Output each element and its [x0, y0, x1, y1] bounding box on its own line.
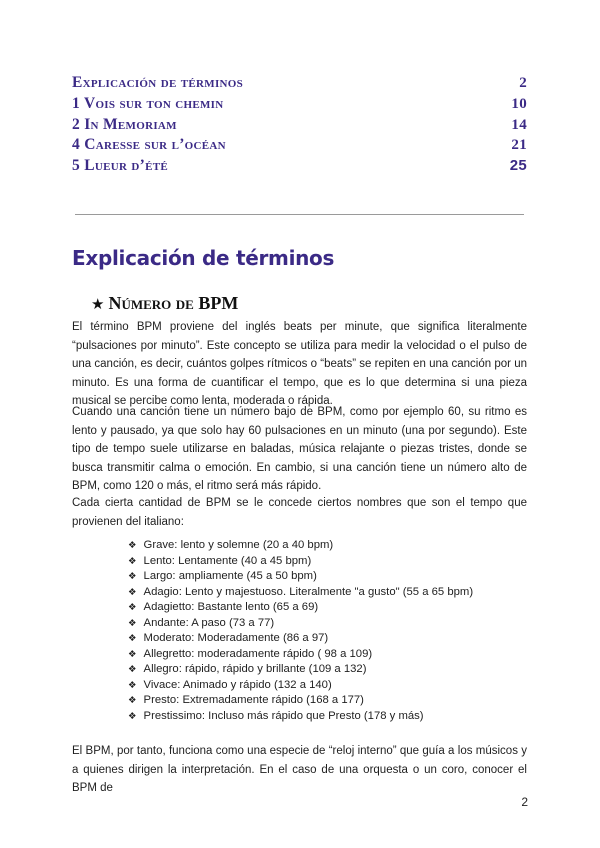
tempo-list — [128, 538, 473, 725]
diamond-bullet-icon: ❖ — [128, 664, 137, 676]
list-item-text: Largo: ampliamente (45 a 50 bpm) — [143, 570, 317, 583]
toc-entry[interactable] — [72, 74, 527, 95]
toc-entry[interactable] — [72, 116, 527, 137]
subsection-heading — [91, 293, 238, 314]
diamond-bullet-icon: ❖ — [128, 540, 137, 551]
list-item-text: Vivace: Animado y rápido (132 a 140) — [143, 678, 332, 691]
list-item — [128, 569, 473, 585]
list-item — [128, 600, 473, 616]
diamond-bullet-icon: ❖ — [128, 617, 137, 629]
paragraph-bpm-definition: El término BPM proviene del inglés beats per minute, que significa literalmente “pulsaciones por minuto”. Este concepto se utiliza para medir la velocidad o el pulso de una canción, es decir, cuántos golpes rítmicos o “beats” se repiten en una canción por un minuto. Es una forma de cuantificar el tempo, que es lo que determina si una pieza musical se percibe como lenta, moderada o rápida. — [72, 321, 527, 408]
toc-entry-page: 2 — [519, 75, 527, 91]
list-item-text: Grave: lento y solemne (20 a 40 bpm) — [143, 539, 334, 551]
subsection-heading-text: Número de BPM — [108, 293, 239, 313]
table-of-contents — [72, 74, 527, 178]
diamond-bullet-icon: ❖ — [128, 711, 137, 723]
toc-entry-title: 4 Caresse sur l’océan — [72, 136, 226, 154]
toc-entry[interactable] — [72, 136, 527, 157]
list-item — [128, 693, 473, 709]
list-item — [128, 709, 473, 725]
toc-entry-title: 2 In Memoriam — [72, 115, 177, 133]
list-item-text: Adagietto: Bastante lento (65 a 69) — [143, 601, 319, 614]
diamond-bullet-icon: ❖ — [128, 586, 137, 598]
toc-entry-title: 1 Vois sur ton chemin — [72, 94, 224, 112]
star-icon: ★ — [91, 295, 105, 313]
paragraph-bpm-internal-clock: El BPM, por tanto, funciona como una especie de “reloj interno” que guía a los músicos y a quienes dirigen la interpretación. En el caso de una orquesta o un coro, conocer el BPM de — [72, 745, 527, 795]
list-item-text: Moderato: Moderadamente (86 a 97) — [143, 632, 329, 645]
list-item-text: Allegretto: moderadamente rápido ( 98 a 109) — [143, 647, 373, 660]
diamond-bullet-icon: ❖ — [128, 695, 137, 707]
toc-entry[interactable] — [72, 95, 527, 116]
list-item — [128, 631, 473, 647]
diamond-bullet-icon: ❖ — [128, 648, 137, 660]
paragraph-tempo-names-intro: Cada cierta cantidad de BPM se le concede ciertos nombres que son el tempo que provienen del italiano: — [72, 497, 527, 528]
list-item-text: Allegro: rápido, rápido y brillante (109 a 132) — [143, 663, 367, 676]
list-item — [128, 585, 473, 601]
toc-entry-title: 5 Lueur d’été — [72, 157, 169, 175]
toc-entry[interactable] — [72, 157, 527, 178]
toc-entry-page: 14 — [511, 116, 527, 133]
list-item-text: Andante: A paso (73 a 77) — [143, 616, 275, 629]
list-item — [128, 662, 473, 678]
list-item — [128, 616, 473, 632]
list-item — [128, 538, 473, 554]
diamond-bullet-icon: ❖ — [128, 571, 137, 583]
toc-entry-page: 10 — [511, 95, 527, 112]
section-heading: Explicación de términos — [72, 246, 335, 270]
list-item-text: Prestissimo: Incluso más rápido que Presto (178 y más) — [143, 710, 424, 723]
list-item-text: Lento: Lentamente (40 a 45 bpm) — [143, 554, 312, 567]
diamond-bullet-icon: ❖ — [128, 679, 137, 691]
diamond-bullet-icon: ❖ — [128, 555, 137, 567]
list-item-text: Adagio: Lento y majestuoso. Literalmente "a gusto" (55 a 65 bpm) — [143, 585, 474, 598]
list-item — [128, 678, 473, 694]
paragraph-bpm-slow-fast: Cuando una canción tiene un número bajo de BPM, como por ejemplo 60, su ritmo es lento y pausado, ya que solo hay 60 pulsaciones en un minuto (una por segundo). Este tipo de tempo suele utilizarse en baladas, música relajante o piezas tristes, donde se busca transmitir calma o emoción. En cambio, si una canción tiene un número alto de BPM, como 120 o más, el ritmo será más rápido. — [72, 406, 527, 493]
list-item-text: Presto: Extremadamente rápido (168 a 177) — [143, 694, 364, 707]
page-number: 2 — [521, 795, 528, 809]
list-item — [128, 647, 473, 663]
toc-entry-page: 25 — [509, 157, 527, 175]
diamond-bullet-icon: ❖ — [128, 633, 137, 645]
toc-entry-page: 21 — [511, 137, 527, 154]
section-divider — [75, 214, 524, 215]
list-item — [128, 554, 473, 570]
toc-entry-title: Explicación de términos — [72, 74, 244, 91]
diamond-bullet-icon: ❖ — [128, 602, 137, 614]
